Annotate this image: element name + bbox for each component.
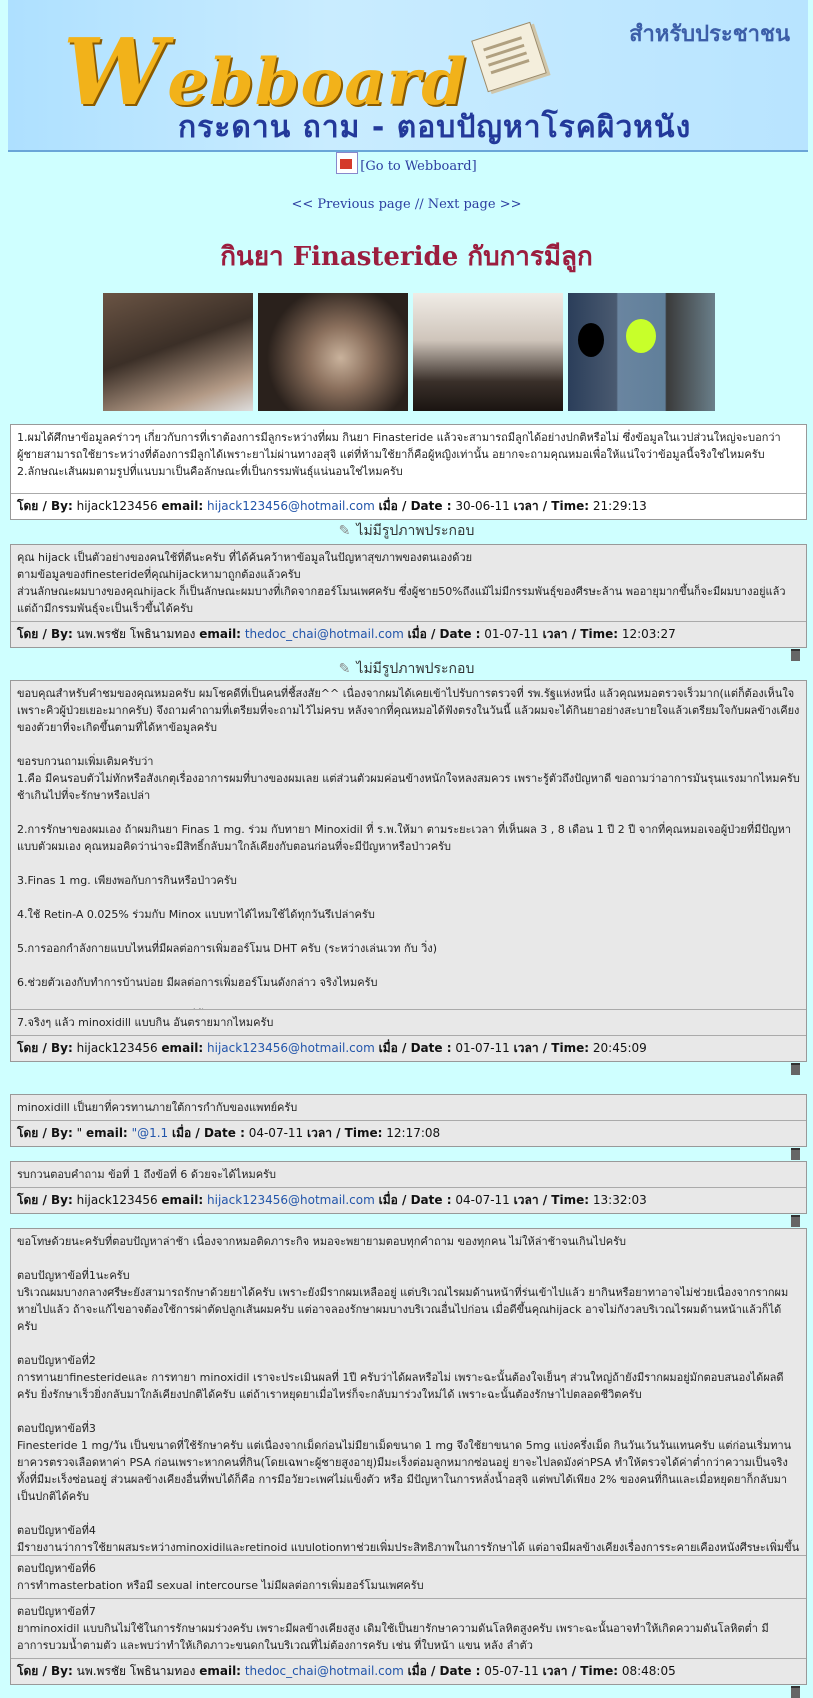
post-original — [10, 424, 807, 520]
post-body: minoxidill เป็นยาที่ควรทานภายใต้การกำกับของแพทย์ครับ — [11, 1095, 806, 1120]
post-body-extra: ตอบปัญหาข้อที่6 การทำmasterbation หรือมี sexual intercourse ไม่มีผลต่อการเพิ่มฮอร์โมนเพศครับ — [11, 1555, 806, 1598]
post-reply — [10, 680, 807, 1062]
photo-4[interactable] — [568, 293, 715, 411]
post-meta: โดย / By: hijack123456 email: hijack123456@hotmail.com เมื่อ / Date : 04-07-11 เวลา / Time: 13:32:03 — [11, 1187, 806, 1213]
post-meta: โดย / By: hijack123456 email: hijack123456@hotmail.com เมื่อ / Date : 30-06-11 เวลา / Time: 21:29:13 — [11, 493, 806, 519]
no-image-label: ✎ ไม่มีรูปภาพประกอบ — [338, 523, 475, 539]
next-page-link[interactable]: Next page >> — [427, 197, 522, 212]
delete-icon[interactable] — [791, 1063, 800, 1075]
previous-page-link[interactable]: << Previous page — [291, 197, 411, 212]
post-reply — [10, 1161, 807, 1214]
post-reply — [10, 1094, 807, 1147]
delete-icon[interactable] — [791, 1148, 800, 1160]
post-body-extra: 7.จริงๆ แล้ว minoxidill แบบกิน อันตรายมากไหมครับ — [11, 1009, 806, 1035]
post-body: ขอบคุณสำหรับคำชมของคุณหมอครับ ผมโชคดีที่เป็นคนที่ชี้สงสัย^^ เนื่องจากผมได้เคยเข้าไปรับการตรวจที่ รพ.รัฐแห่งหนึ่ง แล้วคุณหมอตรวจเร็วมาก(แต่ก็ต้องเห็นใจเพราะคิวผู้ป่วยเยอะมากครับ) จึงถามคำถามที่เตรียมที่จะถามไว้ไม่ครบ หลังจากที่คุณหมอได้ฟังตรงในวันนี้ แล้วผมจะได้กินยาอย่างสะบายใจแล้วเตรียมใจกับผลข้างเคียงของตัวยาที่จะเกิดขึ้นตามที่ได้หาข้อมูลครับ ขอรบกวนถามเพิ่มเติมครับว่า 1.คือ มีคนรอบตัวไม่ทักหรือสังเกตุเรื่องอาการผมที่บางของผมเลย แต่ส่วนตัวผมค่อนข้างหนักใจหลงสมควร เพราะรู้ตัวถึงปัญหาดี ขอถามว่าอาการมันรุนแรงมากไหมครับ ช้าเกินไปที่จะรักษาหรือเปล่า 2.การรักษาของผมเอง ถ้าผมกินยา Finas 1 mg. ร่วม กับทายา Minoxidil ที่ ร.พ.ให้มา ตามระยะเวลา ที่เห็นผล 3 , 8 เดือน 1 ปี 2 ปี จากที่คุณหมอเจอผู้ป่วยที่มีปัญหาแบบตัวผมเอง คุณหมอคิดว่าน่าจะมีสิทธิ์กลับมาใกล้เคียงกับตอนก่อนที่จะมีปัญหาหรือป่าวครับ 3.Finas 1 mg. เพียงพอกับการกินหรือป่าวครับ 4.ใช้ Retin-A 0.025% ร่วมกับ Minox แบบทาได้ไหมใช้ได้ทุกวันรึเปล่าครับ 5.การออกกำลังกายแบบไหนที่มีผลต่อการเพิ่มฮอร์โมน DHT ครับ (ระหว่างเล่นเวท กับ วิ่ง) 6.ช่วยตัวเองกับทำการบ้านบ่อย มีผลต่อการเพิ่มฮอร์โมนดังกล่าว จริงไหมครับ — [11, 681, 806, 1009]
newspaper-icon — [471, 22, 547, 93]
post-meta: โดย / By: " email: "@1.1 เมื่อ / Date : 04-07-11 เวลา / Time: 12:17:08 — [11, 1120, 806, 1146]
no-image-label: ✎ ไม่มีรูปภาพประกอบ — [338, 661, 475, 677]
email-link[interactable]: "@1.1 — [131, 1126, 169, 1140]
post-reply — [10, 1228, 807, 1685]
webboard-logo: Webboard — [63, 18, 468, 126]
banner-subtitle: กระดาน ถาม - ตอบปัญหาโรคผิวหนัง — [178, 110, 692, 145]
delete-icon[interactable] — [791, 1686, 800, 1698]
post-body-extra: ตอบปัญหาข้อที่7 ยาminoxidil แบบกินไม่ใช้ในการรักษาผมร่วงครับ เพราะมีผลข้างเคียงสูง เดิมใช้เป็นยารักษาความดันโลหิตสูงครับ เพราะฉะนั้นอาจทำให้เกิดความดันโลหิตต่ำ มีอาการบวมน้ำตามตัว และพบว่าทำให้เกิดภาวะขนดกในบริเวณที่ไม่ต้องการครับ เช่น ที่ใบหน้า แขน หลัง ลำตัว — [11, 1598, 806, 1658]
post-meta: โดย / By: hijack123456 email: hijack123456@hotmail.com เมื่อ / Date : 01-07-11 เวลา / Time: 20:45:09 — [11, 1035, 806, 1061]
post-body: รบกวนตอบคำถาม ข้อที่ 1 ถึงข้อที่ 6 ด้วยจะได้ไหมครับ — [11, 1162, 806, 1187]
email-link[interactable]: hijack123456@hotmail.com — [207, 499, 375, 513]
photo-1[interactable] — [103, 293, 253, 411]
delete-icon[interactable] — [791, 1215, 800, 1227]
audience-label: สำหรับประชาชน — [629, 22, 790, 47]
email-link[interactable]: thedoc_chai@hotmail.com — [244, 627, 404, 641]
home-icon[interactable] — [336, 152, 358, 174]
post-reply — [10, 544, 807, 648]
pen-icon: ✎ — [338, 661, 351, 677]
goto-webboard-link[interactable]: [Go to Webboard] — [0, 152, 813, 174]
photo-3[interactable] — [413, 293, 563, 411]
post-meta: โดย / By: นพ.พรชัย โพธินามทอง email: thedoc_chai@hotmail.com เมื่อ / Date : 01-07-11 เวลา / Time: 12:03:27 — [11, 621, 806, 647]
email-link[interactable]: hijack123456@hotmail.com — [207, 1193, 375, 1207]
topic-title: กินยา Finasteride กับการมีลูก — [220, 242, 593, 272]
post-body: 1.ผมได้ศึกษาข้อมูลคร่าวๆ เกี่ยวกับการที่เราต้องการมีลูกระหว่างที่ผม กินยา Finasteride แล้วจะสามารถมีลูกได้อย่างปกติหรือไม่ ซึ่งข้อมูลในเวปส่วนใหญ่จะบอกว่าผู้ชายสามารถใช้ยาระหว่างที่ต้องการมีลูกได้เพราะยาไม่ผ่านทางอสุจิ แต่ที่ห้ามใช้ยาก็คือผู้หญิงเท่านั้น อยากจะถามคุณหมอเพื่อให้แน่ใจว่าข้อมูลนี้จริงใช่ไหมครับ 2.ลักษณะเส้นผมตามรูปที่แนบมาเป็นคือลักษณะที่เป็นกรรมพันธุ์แน่นอนใช่ไหมครับ — [11, 425, 806, 493]
post-meta: โดย / By: นพ.พรชัย โพธินามทอง email: thedoc_chai@hotmail.com เมื่อ / Date : 05-07-11 เวลา / Time: 08:48:05 — [11, 1658, 806, 1684]
post-body: ขอโทษด้วยนะครับที่ตอบปัญหาล่าช้า เนื่องจากหมอติดภาระกิจ หมอจะพยายามตอบทุกคำถาม ของทุกคน ไม่ให้ล่าช้าจนเกินไปครับ ตอบปัญหาข้อที่1นะครับ บริเวณผมบางกลางศรีษะยังสามารถรักษาด้วยยาได้ครับ เพราะยังมีรากผมเหลืออยู่ แต่บริเวณไรผมด้านหน้าที่ร่นเข้าไปแล้ว ยากินหรือยาทาอาจไม่ช่วยเนื่องจากรากผมหายไปแล้ว ถ้าจะแก้ไขอาจต้องใช้การผ่าตัดปลูกเส้นผมครับ แต่อาจลองรักษาผมบางบริเวณอื่นไปก่อน เมื่อดีขึ้นคุณhijack อาจไม่กังวลบริเวณไรผมด้านหน้าแล้วก็ได้ครับ ตอบปัญหาข้อที่2 การทานยาfinesterideและ การทายา minoxidil เราจะประเมินผลที่ 1ปี ครับว่าได้ผลหรือไม่ เพราะฉะนั้นต้องใจเย็นๆ ส่วนใหญ่ถ้ายังมีรากผมอยู่มักตอบสนองได้ผลดีครับ ยิ่งรักษาเร็วยิ่งกลับมาใกล้เคียงปกติได้ครับ แต่ถ้าเราหยุดยาเมื่อไหร่ก็จะกลับมาร่วงใหม่ได้ เพราะฉะนั้นต้องรักษาไปตลอดชีวิตครับ ตอบปัญหาข้อที่3 Finesteride 1 mg/วัน เป็นขนาดที่ใช้รักษาครับ แต่เนื่องจากเม็ดก่อนไม่มียาเม็ดขนาด 1 mg จึงใช้ยาขนาด 5mg แบ่งครึ่งเม็ด กินวันเว้นวันแทนครับ แต่ก่อนเริ่มทานยาควรตรวจเลือดหาค่า PSA ก่อนเพราะหากคนที่กิน(โดยเฉพาะผู้ชายสูงอายุ)มีมะเร็งต่อมลูกหมากซ่อนอยู่ ยาจะไปลดมังค่าPSA ทำให้ตรวจได้ค่าต่ำกว่าความเป็นจริง ทั้งที่มีมะเร็งซ่อนอยู่ ส่วนผลข้างเคียงอื่นที่พบได้ก็คือ การมีอวัยวะเพศไม่แข็งตัว หรือ มีปัญหาในการหลั่งน้ำอสุจิ แต่พบได้เพียง 2% ของคนที่กินและเมื่อหยุดยาก็กลับมาเป็นปกติได้ครับ ตอบปัญหาข้อที่4 มีรายงานว่าการใช้ยาผสมระหว่างminoxidilและretinoid แบบlotionทาช่วยเพิ่มประสิทธิภาพในการรักษาได้ แต่อาจมีผลข้างเคียงเรื่องการระคายเคืองหนังศีรษะเพิ่มขึ้น — [11, 1229, 806, 1555]
email-link[interactable]: hijack123456@hotmail.com — [207, 1041, 375, 1055]
site-banner — [8, 0, 808, 152]
photo-2[interactable] — [258, 293, 408, 411]
page-nav: << Previous page // Next page >> — [291, 197, 522, 212]
post-body: คุณ hijack เป็นตัวอย่างของคนใช้ที่ดีนะครับ ที่ได้ค้นคว้าหาข้อมูลในปัญหาสุขภาพของตนเองด้วย ตามข้อมูลของfinesterideที่คุณhijackหามาถูกต้องแล้วครับ ส่วนลักษณะผมบางของคุณhijack ก็เป็นลักษณะผมบางที่เกิดจากฮอร์โมนเพศครับ ซึ่งผู้ชาย50%ถึงแม้ไม่มีกรรมพันธุ์ของศีรษะล้าน พออายุมากขึ้นก็จะมีผมบางอยู่แล้ว แต่ถ้ามีกรรมพันธุ์จะเป็นเร็วขึ้นได้ครับ — [11, 545, 806, 621]
email-link[interactable]: thedoc_chai@hotmail.com — [244, 1664, 404, 1678]
pen-icon: ✎ — [338, 523, 351, 539]
